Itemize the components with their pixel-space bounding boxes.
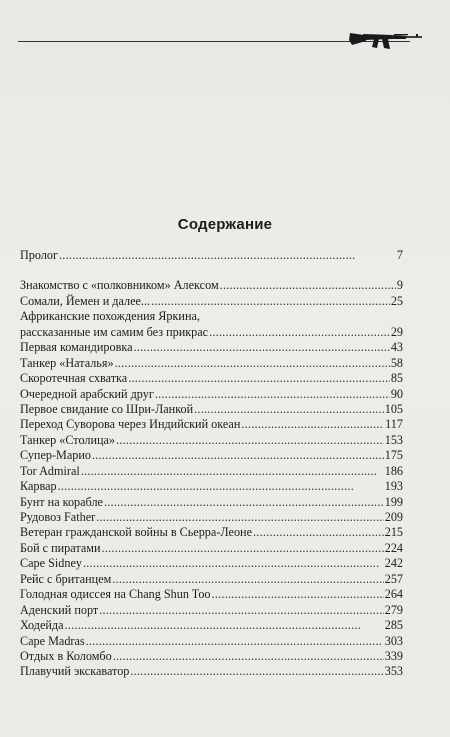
toc-entry <box>20 603 403 618</box>
toc-entry-page: 199 <box>384 494 403 509</box>
dot-leader <box>58 479 384 494</box>
toc-entry-title: Рейс с британцем <box>20 571 112 586</box>
dot-leader <box>59 248 396 263</box>
toc-entry-page: 117 <box>385 417 403 432</box>
toc-entry-title: Карвар <box>20 479 57 494</box>
toc-entry-page: 85 <box>390 371 403 386</box>
toc-entry-title: Рудовоз Father <box>20 510 96 524</box>
toc-entry-page: 7 <box>396 248 403 262</box>
toc-entry <box>20 402 403 417</box>
toc-entry-title: Плавучий экскаватор <box>20 664 130 679</box>
toc-entry <box>20 340 403 355</box>
toc-entry-page: 209 <box>384 510 403 524</box>
dot-leader <box>92 448 384 463</box>
page-title: Содержание <box>177 216 273 233</box>
toc-entry <box>20 541 403 556</box>
toc-entry-page: 193 <box>384 479 403 494</box>
toc-entry-title: Аденский порт <box>20 602 99 617</box>
toc-entry-title: Переход Суворова через Индийский океан <box>20 417 241 432</box>
toc-entry-page: 242 <box>384 556 403 571</box>
toc-entry <box>20 387 403 402</box>
dot-leader <box>65 618 384 633</box>
toc-entry-title: Сомали, Йемен и далее... <box>20 293 151 308</box>
toc-entry-title: Голодная одиссея на Chang Shun Too <box>20 587 211 602</box>
toc-entry-title: Пролог <box>20 248 59 262</box>
toc-entry-title: Первое свидание со Шри-Ланкой <box>20 401 194 416</box>
dot-leader <box>151 294 390 309</box>
toc-entry-page: 29 <box>390 324 403 339</box>
dot-leader <box>209 325 390 340</box>
toc-entry <box>20 248 403 263</box>
toc-entry-page: 9 <box>396 278 403 293</box>
toc-entry <box>20 618 403 633</box>
toc-entry <box>20 556 403 571</box>
dot-leader <box>134 340 390 355</box>
toc-entry <box>20 634 403 649</box>
toc-entry-page: 90 <box>390 386 403 401</box>
toc-entry-title: Знакомство с «полковником» Алексом <box>20 278 219 293</box>
dot-leader <box>253 525 384 540</box>
dot-leader <box>212 587 384 602</box>
toc-entry-page: 186 <box>384 463 403 478</box>
toc-entry-page: 303 <box>384 633 403 648</box>
dot-leader <box>115 356 390 371</box>
toc-entry-page: 224 <box>384 540 403 555</box>
dot-leader <box>112 572 383 587</box>
toc-entry-page: 279 <box>384 602 403 617</box>
toc-entry-title: Отдых в Коломбо <box>20 648 112 663</box>
dot-leader <box>128 371 390 386</box>
toc-entry-title: Ветеран гражданской войны в Сьерра-Леоне <box>20 525 252 540</box>
toc-entry-page: 215 <box>384 525 403 540</box>
toc-entry-title: Очередной арабский друг <box>20 386 154 401</box>
toc-entry <box>20 356 403 371</box>
toc-entry-title: Супер-Марио <box>20 448 91 463</box>
toc-entry-title: Бунт на корабле <box>20 494 103 509</box>
dot-leader <box>194 402 384 417</box>
toc-entry <box>20 587 403 602</box>
assault-rifle-icon <box>348 24 424 50</box>
dot-leader <box>81 464 384 479</box>
toc-entry <box>20 278 403 293</box>
dot-leader <box>86 634 384 649</box>
toc-entry-title: Скоротечная схватка <box>20 371 128 386</box>
toc-entry <box>20 294 403 309</box>
toc-entry-title: Cape Sidney <box>20 556 82 571</box>
toc-entry <box>20 371 403 386</box>
toc-entry-page: 43 <box>390 340 403 355</box>
toc-entry-title: Первая командировка <box>20 340 133 355</box>
toc-entry <box>20 417 403 432</box>
toc-entry <box>20 664 403 679</box>
toc-entry-page: 257 <box>384 571 403 586</box>
dot-leader <box>99 603 383 618</box>
dot-leader <box>130 664 383 679</box>
dot-leader <box>116 433 384 448</box>
toc-entry <box>20 309 403 340</box>
toc-entry-title: Африканские похождения Яркина, <box>20 309 200 324</box>
toc-entry-title: Танкер «Наталья» <box>20 355 114 370</box>
dot-leader <box>101 541 383 556</box>
dot-leader <box>155 387 390 402</box>
dot-leader <box>83 556 384 571</box>
toc-entry-page: 58 <box>390 355 403 370</box>
toc-entry-page: 25 <box>390 293 403 308</box>
toc-entry <box>20 525 403 540</box>
toc-entry-page: 153 <box>384 432 403 447</box>
toc-entry-title-continued: рассказанные им самим без прикрас <box>20 324 209 339</box>
dot-leader <box>113 649 384 664</box>
toc-entry-page: 264 <box>384 587 403 602</box>
dot-leader <box>96 510 384 525</box>
toc-entry-title: Ходейда <box>20 618 64 633</box>
toc-entry <box>20 448 403 463</box>
table-of-contents <box>20 248 403 680</box>
toc-entry <box>20 510 403 525</box>
toc-entry-page: 353 <box>384 664 403 679</box>
toc-entry <box>20 433 403 448</box>
toc-entry <box>20 649 403 664</box>
toc-entry-title: Бой с пиратами <box>20 540 101 555</box>
toc-entry-page: 105 <box>384 401 403 416</box>
dot-leader <box>220 278 396 293</box>
dot-leader <box>104 495 384 510</box>
toc-entry <box>20 479 403 494</box>
toc-entry <box>20 495 403 510</box>
toc-entry-page: 285 <box>384 618 403 633</box>
dot-leader <box>241 417 384 432</box>
toc-entry-page: 175 <box>384 448 403 463</box>
toc-entry-title: Танкер «Столица» <box>20 432 116 447</box>
toc-entry-title: Cape Madras <box>20 633 85 648</box>
toc-entry <box>20 572 403 587</box>
toc-entry-page: 339 <box>384 648 403 663</box>
toc-entry-title: Tor Admiral <box>20 463 80 478</box>
toc-entry <box>20 464 403 479</box>
